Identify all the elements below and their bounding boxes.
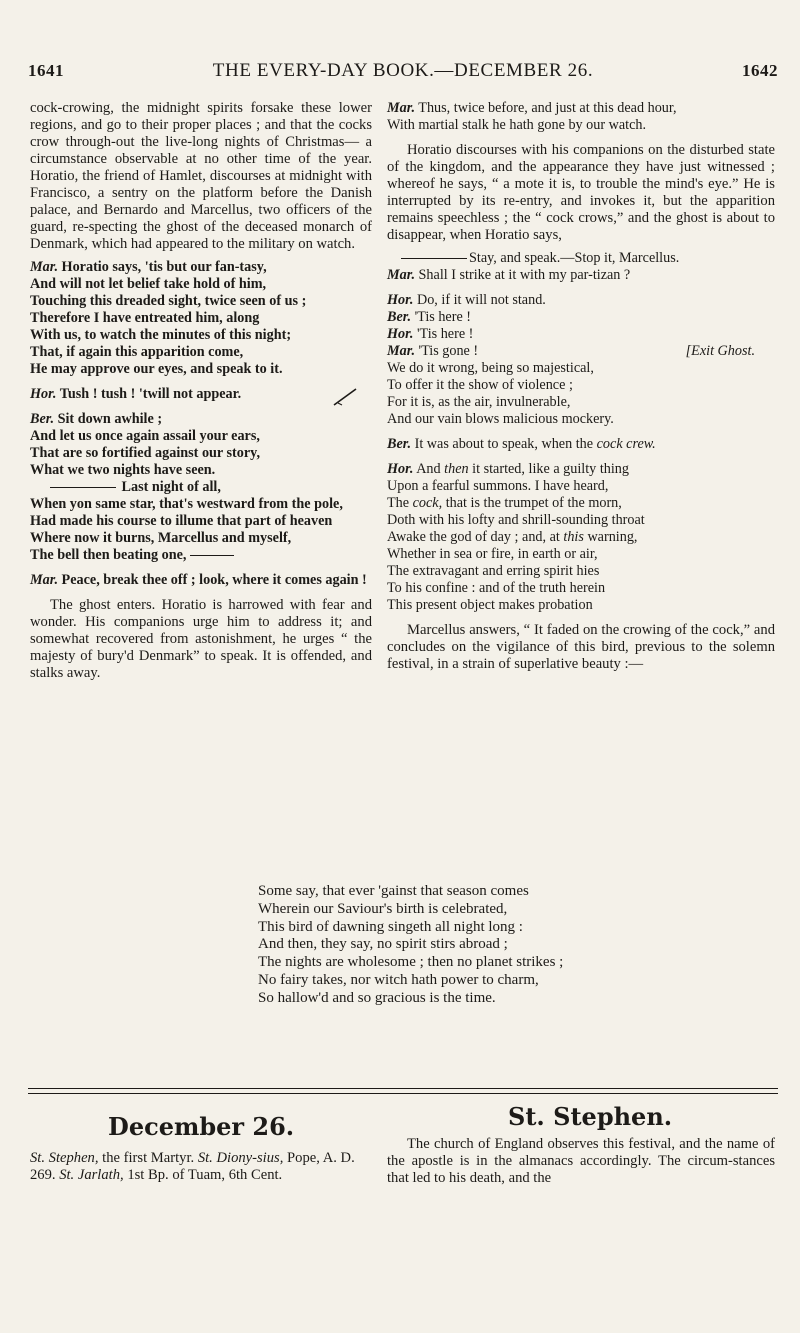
right-column xyxy=(387,100,775,679)
verse-line: Do, if it will not stand. xyxy=(416,292,546,308)
speaker-label: Mar. xyxy=(30,259,58,275)
verse-line: Whether in sea or fire, in earth or air, xyxy=(387,546,598,562)
verse-line: He may approve our eyes, and speak to it. xyxy=(30,361,283,377)
verse-horatio-2 xyxy=(387,461,775,614)
verse-line: Where now it burns, Marcellus and myself, xyxy=(30,530,292,546)
verse-line: Doth with his lofty and shrill-sounding throat xyxy=(387,512,645,528)
verse-line: Upon a fearful summons. I have heard, xyxy=(387,478,609,494)
quote-line: And then, they say, no spirit stirs abroad ; xyxy=(258,936,508,953)
stephen-paragraph: The church of England observes this festival, and the name of the apostle is in the almanacs accordingly. The circum-stances that led to his death, and the xyxy=(387,1136,775,1186)
verse-line: Touching this dreaded sight, twice seen of us ; xyxy=(30,293,307,309)
saint-desc: the first Martyr. xyxy=(102,1150,195,1166)
verse-line: The bell then beating one, xyxy=(30,547,187,563)
verse-italic: then xyxy=(444,461,469,477)
block-quote xyxy=(258,883,778,1008)
verse-line: What we two nights have seen. xyxy=(30,462,216,478)
verse-exchange xyxy=(387,292,775,428)
running-header xyxy=(28,60,778,88)
quote-line: Some say, that ever 'gainst that season comes xyxy=(258,883,529,899)
verse-line: And will not let belief take hold of him, xyxy=(30,276,267,292)
speaker-label: Mar. xyxy=(387,267,415,283)
verse-fragment: The xyxy=(387,495,410,511)
verse-fragment: Awake the god of day ; and, at xyxy=(387,529,560,545)
speaker-label: Hor. xyxy=(387,292,414,308)
speaker-label: Mar. xyxy=(387,343,415,359)
quote-line: So hallow'd and so gracious is the time. xyxy=(258,989,496,1006)
verse-line: Horatio says, 'tis but our fan-tasy, xyxy=(61,259,267,275)
verse-line: Stay, and speak.—Stop it, Marcellus. xyxy=(469,250,680,266)
verse-line: To his confine : and of the truth herein xyxy=(387,580,606,596)
speaker-label: Hor. xyxy=(30,386,57,402)
verse-line: Had made his course to illume that part of heaven xyxy=(30,513,333,529)
verse-line: 'Tis here ! xyxy=(414,309,472,325)
speaker-label: Hor. xyxy=(387,326,414,342)
left-column xyxy=(30,100,372,688)
dash-rule xyxy=(190,555,234,556)
verse-line: And let us once again assail your ears, xyxy=(30,428,260,444)
verse-italic: cock crew. xyxy=(596,436,656,452)
verse-italic: this xyxy=(563,529,584,545)
dash-rule xyxy=(50,487,116,488)
verse-line: We do it wrong, being so majestical, xyxy=(387,360,594,376)
left-paragraph-1: cock-crowing, the midnight spirits forsake these lower regions, and go to their proper places ; and that the cocks crow through-out the live-long nights of Christmas— a circumstance observable at no other time of the year. Horatio, the friend of Hamlet, discourses at midnight with Francisco, a sentry on the platform before the Danish palace, and Bernardo and Marcellus, two officers of the guard, re-specting the ghost of the deceased monarch of Denmark, which had appeared to the military on watch. xyxy=(30,100,372,252)
speaker-label: Hor. xyxy=(387,461,414,477)
december-heading: December 26. xyxy=(108,1112,295,1141)
verse-line: When yon same star, that's westward from the pole, xyxy=(30,496,343,512)
verse-italic: cock, xyxy=(412,495,443,511)
verse-line: Sit down awhile ; xyxy=(57,411,163,427)
saint-desc: Pope, A. D. 269. xyxy=(30,1150,355,1183)
saint-name: St. Jarlath, xyxy=(59,1167,124,1183)
saints-list xyxy=(30,1150,374,1184)
running-title: THE EVERY-DAY BOOK.—DECEMBER 26. xyxy=(212,60,594,81)
left-paragraph-2: The ghost enters. Horatio is harrowed with fear and wonder. His companions urge him to address it; and somewhat recovered from astonishment, he urges “ the majesty of bury'd Denmark” to speak. It is offended, and stalks away. xyxy=(30,597,372,681)
verse-marcellus-3 xyxy=(387,100,775,134)
quote-line: Wherein our Saviour's birth is celebrated, xyxy=(258,900,508,917)
verse-marcellus-1 xyxy=(30,259,372,378)
verse-fragment: And xyxy=(416,461,441,477)
speaker-label: Ber. xyxy=(30,411,55,427)
stage-direction: [Exit Ghost. xyxy=(685,343,755,359)
quote-line: The nights are wholesome ; then no planet strikes ; xyxy=(258,954,564,971)
speaker-label: Ber. xyxy=(387,436,412,452)
stephen-text xyxy=(387,1136,775,1187)
stephen-heading: St. Stephen. xyxy=(508,1102,673,1131)
margin-mark-icon xyxy=(332,387,358,407)
right-page-number: 1642 xyxy=(741,61,778,80)
verse-line: Thus, twice before, and just at this dead hour, xyxy=(418,100,677,116)
speaker-label: Mar. xyxy=(30,572,58,588)
verse-bernardo-2 xyxy=(387,436,775,453)
verse-line: To offer it the show of violence ; xyxy=(387,377,573,393)
verse-horatio-1 xyxy=(30,386,372,403)
verse-line: With martial stalk he hath gone by our watch. xyxy=(387,117,647,133)
verse-line: The extravagant and erring spirit hies xyxy=(387,563,600,579)
speaker-label: Mar. xyxy=(387,100,415,116)
left-page-number: 1641 xyxy=(28,61,64,80)
verse-marcellus-2 xyxy=(30,572,372,589)
divider-rule xyxy=(28,1088,778,1089)
verse-line: And our vain blows malicious mockery. xyxy=(387,411,614,427)
verse-line: Therefore I have entreated him, along xyxy=(30,310,260,326)
verse-line: 'Tis here ! xyxy=(416,326,474,342)
verse-line: Tush ! tush ! 'twill not appear. xyxy=(59,386,242,402)
verse-fragment: that is the trumpet of the morn, xyxy=(445,495,622,511)
verse-line: For it is, as the air, invulnerable, xyxy=(387,394,571,410)
saint-name: St. Diony-sius, xyxy=(197,1150,284,1166)
verse-line: That, if again this apparition come, xyxy=(30,344,244,360)
verse-line: 'Tis gone ! xyxy=(418,343,479,359)
verse-bernardo-1 xyxy=(30,411,372,564)
divider-rule xyxy=(28,1093,778,1094)
verse-horatio-stay xyxy=(387,250,775,284)
verse-line: Shall I strike at it with my par-tizan ? xyxy=(418,267,631,283)
verse-line: It was about to speak, when the xyxy=(414,436,594,452)
verse-line: This present object makes probation xyxy=(387,597,593,613)
saint-desc: 1st Bp. of Tuam, 6th Cent. xyxy=(127,1167,283,1183)
speaker-label: Ber. xyxy=(387,309,412,325)
verse-line: With us, to watch the minutes of this night; xyxy=(30,327,292,343)
quote-line: No fairy takes, nor witch hath power to charm, xyxy=(258,971,539,988)
verse-line: That are so fortified against our story, xyxy=(30,445,261,461)
right-paragraph-1: Horatio discourses with his companions on the disturbed state of the kingdom, and the appearance they have just witnessed ; whereof he says, “ a mote it is, to trouble the mind's eye.” He is interrupted by its re-entry, and invokes it, but the apparition remains speechless ; the “ cock crows,” and the ghost is about to disappear, when Horatio says, xyxy=(387,142,775,243)
dash-rule xyxy=(401,258,467,259)
verse-fragment: warning, xyxy=(587,529,638,545)
verse-fragment: it started, like a guilty thing xyxy=(472,461,629,477)
saint-name: St. Stephen, xyxy=(30,1150,99,1166)
verse-line: Peace, break thee off ; look, where it comes again ! xyxy=(61,572,367,588)
verse-line: Last night of all, xyxy=(121,479,221,495)
right-paragraph-2: Marcellus answers, “ It faded on the crowing of the cock,” and concludes on the vigilance of this bird, previous to the solemn festival, in a strain of superlative beauty :— xyxy=(387,622,775,672)
quote-line: This bird of dawning singeth all night long : xyxy=(258,918,523,935)
